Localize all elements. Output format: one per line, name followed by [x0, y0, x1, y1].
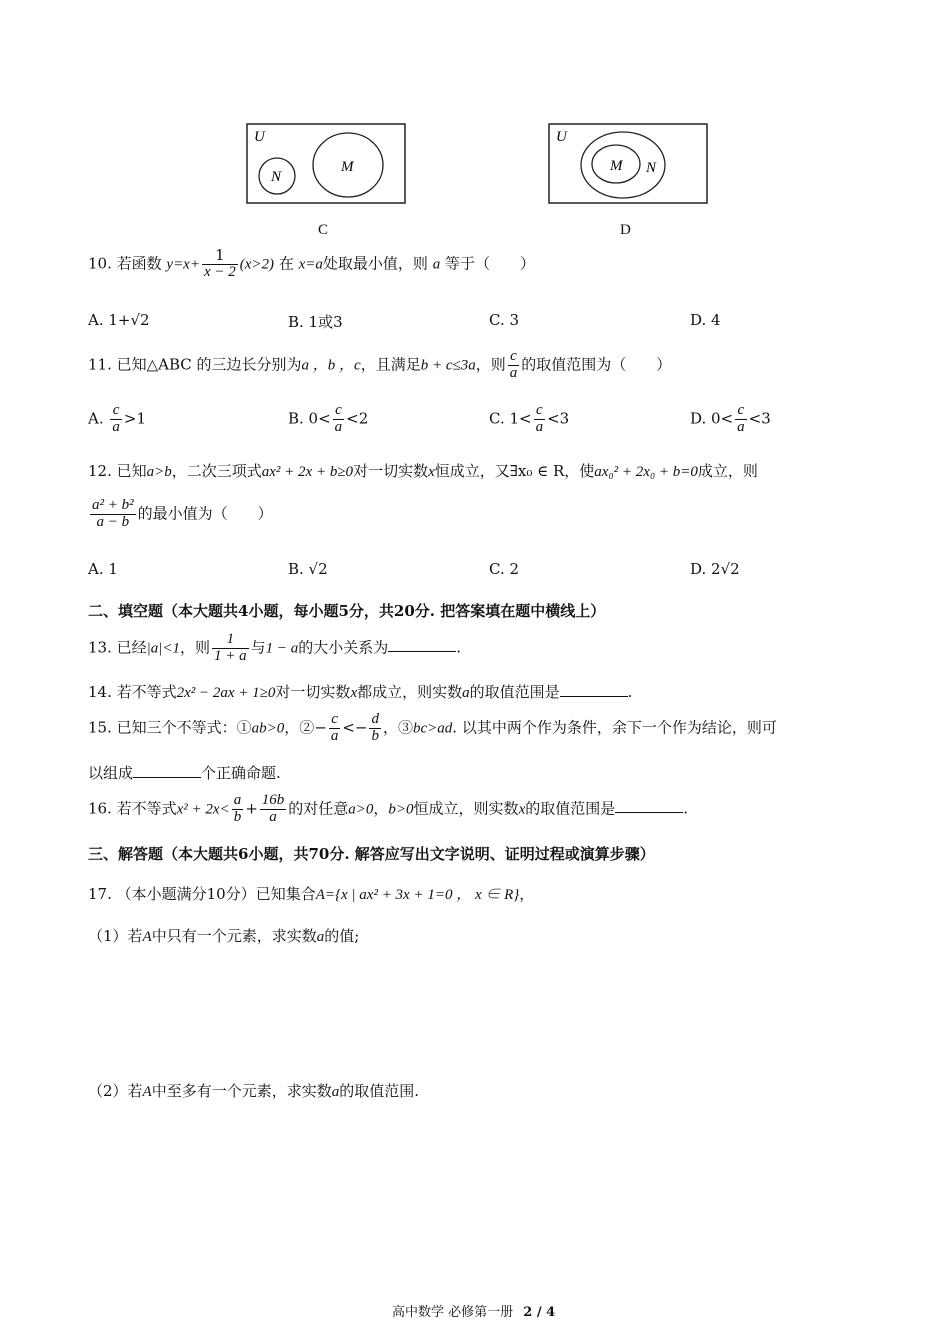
- question-17-part-2: （2）若A中至多有一个元素，求实数a的取值范围.: [88, 1082, 420, 1100]
- q13-fraction: $\frac{1}{1 + a}$: [214, 631, 247, 664]
- question-15-line2: 以组成 个正确命题.: [88, 764, 281, 782]
- q12-option-c[interactable]: C. 2: [489, 560, 520, 578]
- venn-diagram-d: [548, 123, 708, 205]
- venn-c-set-n-label: N: [271, 169, 282, 185]
- q10-option-d[interactable]: D. 4: [690, 311, 721, 329]
- q12-option-d[interactable]: D. 2√2: [690, 560, 740, 578]
- q10-option-b[interactable]: B. 1或3: [288, 313, 343, 331]
- venn-diagram-c: [246, 123, 406, 205]
- q13-answer-blank[interactable]: [388, 639, 456, 652]
- page-footer: [392, 1301, 555, 1320]
- question-14: 14. 若不等式2x² − 2ax + 1≥0对一切实数x都成立，则实数a的取值范围是 .: [88, 683, 633, 701]
- q16-answer-blank[interactable]: [615, 800, 683, 813]
- q11-option-d[interactable]: D. 0< $\frac{c}{a}$ <3: [690, 402, 771, 435]
- venn-d-set-m-label: M: [610, 158, 623, 174]
- question-16: 16. 若不等式x² + 2x< $\frac{a}{b}$ + $\frac{16b}{a}$ 的对任意a>0，b>0恒成立，则实数x的取值范围是 .: [88, 792, 689, 825]
- venn-d-set-n-label: N: [646, 160, 657, 176]
- q11-fraction: $\frac{c}{a}$: [509, 348, 518, 381]
- q10-option-c[interactable]: C. 3: [489, 311, 520, 329]
- q11-option-a[interactable]: A. $\frac{c}{a}$ >1: [88, 402, 146, 435]
- q10-option-a[interactable]: A. 1+√2: [88, 311, 150, 329]
- q15-answer-blank[interactable]: [133, 765, 201, 778]
- question-13: 13. 已经|a|<1，则 $\frac{1}{1 + a}$ 与1 − a的大小关系为 .: [88, 631, 462, 664]
- q14-answer-blank[interactable]: [560, 684, 628, 697]
- venn-c-caption: C: [318, 222, 329, 238]
- q12-option-b[interactable]: B. √2: [288, 560, 328, 578]
- question-10: 10. 若函数 y=x+ $\frac{1}{x - 2}$ (x>2) 在 x=a处取最小值，则 a 等于（ ）: [88, 246, 535, 280]
- question-12-line1: 12. 已知a>b，二次三项式ax² + 2x + b≥0对一切实数x恒成立，又∃x₀ ∈ R，使ax₀² + 2x₀ + b=0成立，则: [88, 462, 758, 480]
- venn-c-universe-label: U: [254, 129, 265, 145]
- question-11: 11. 已知△ABC 的三边长分别为a ，b ，c，且满足b + c≤3a，则 $\frac{c}{a}$ 的取值范围为（ ）: [88, 348, 672, 381]
- section-2-heading: 二、填空题（本大题共4小题，每小题5分，共20分. 把答案填在题中横线上）: [88, 602, 606, 620]
- question-17-part-1: （1）若A中只有一个元素，求实数a的值;: [88, 927, 360, 945]
- footer-title: 高中数学 必修第一册: [392, 1305, 514, 1320]
- venn-d-caption: D: [620, 222, 631, 238]
- question-15-line1: 15. 已知三个不等式：①ab>0，②− $\frac{c}{a}$ <− $\frac{d}{b}$ ，③bc>ad. 以其中两个作为条件，余下一个作为结论，则可: [88, 711, 777, 744]
- question-17: 17. （本小题满分10分）已知集合A={x | ax² + 3x + 1=0 ， x ∈ R}，: [88, 885, 535, 903]
- venn-c-set-m-label: M: [341, 159, 354, 175]
- q11-option-b[interactable]: B. 0< $\frac{c}{a}$ <2: [288, 402, 369, 435]
- q11-option-c[interactable]: C. 1< $\frac{c}{a}$ <3: [489, 402, 570, 435]
- section-3-heading: 三、解答题（本大题共6小题，共70分. 解答应写出文字说明、证明过程或演算步骤）: [88, 845, 655, 863]
- venn-d-universe-label: U: [556, 129, 567, 145]
- q12-fraction: $\frac{\text{a² + b²}}{a - b}$: [92, 497, 134, 530]
- page-number: 2 / 4: [523, 1305, 556, 1320]
- q10-fraction: $\frac{1}{x - 2}$: [203, 246, 236, 280]
- q12-option-a[interactable]: A. 1: [88, 560, 118, 578]
- question-12-line2: $\frac{\text{a² + b²}}{a - b}$ 的最小值为（ ）: [92, 497, 273, 530]
